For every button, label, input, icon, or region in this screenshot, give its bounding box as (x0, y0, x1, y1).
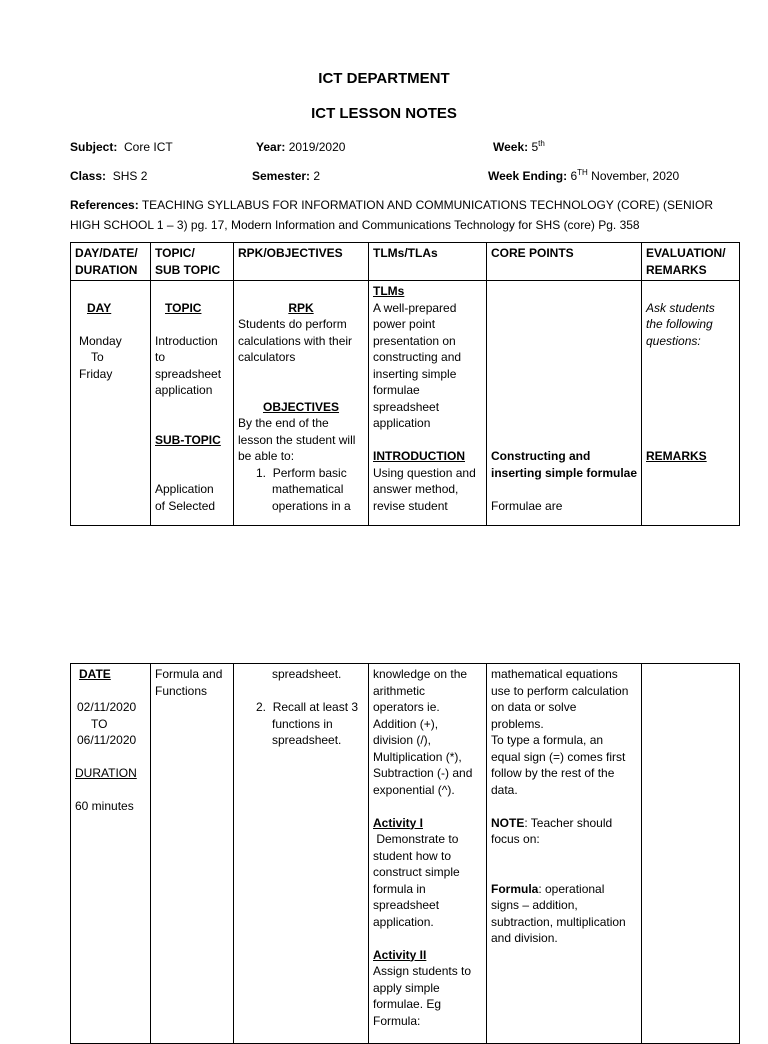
week-ending-field: Week Ending: 6TH November, 2020 (488, 168, 680, 183)
meta-row-class (0, 168, 768, 186)
lesson-notes-title: ICT LESSON NOTES (311, 105, 457, 122)
references-label: References: (70, 198, 139, 212)
references-line1: TEACHING SYLLABUS FOR INFORMATION AND COMMUNICATIONS TECHNOLOGY (CORE) (SENIOR (141, 198, 713, 212)
cell-evaluation: Ask students the following questions: REMARKS (642, 281, 740, 526)
lesson-table-page1 (70, 242, 740, 526)
cell-rpk-objectives: RPK Students do perform calculations with their calculators OBJECTIVES By the end of the lesson the student will be able to: 1. Perform basic mathematical operations in a (234, 281, 369, 526)
cell-day: DAY Monday To Friday (71, 281, 151, 526)
cell-objectives-cont: spreadsheet. 2. Recall at least 3 functions in spreadsheet. (234, 664, 369, 1044)
table-header-row (71, 243, 740, 281)
meta-row-subject (0, 139, 768, 157)
cell-tlas-cont: knowledge on the arithmetic operators ie. Addition (+), division (/), Multiplication (*), Subtraction (-) and exponential (^). Activity I Demonstrate to student how to construct simple formula in spreadsheet application. Activity II Assign students to apply simple formulae. Eg Formula: (369, 664, 487, 1044)
year-field: Year: 2019/2020 (256, 140, 346, 154)
cell-core-points-cont: mathematical equations use to perform calculation on data or solve problems. To type a formula, an equal sign (=) comes first follow by the rest of the data. NOTE: Teacher should focus on: Formula: operational signs – addition, subtraction, multiplication and division. (487, 664, 642, 1044)
header-tlms: TLMs/TLAs (369, 243, 487, 281)
header-topic: TOPIC/ SUB TOPIC (151, 243, 234, 281)
cell-topic: TOPIC Introduction to spreadsheet application SUB-TOPIC Application of Selected (151, 281, 234, 526)
cell-subtopic-cont: Formula and Functions (151, 664, 234, 1044)
header-core-points: CORE POINTS (487, 243, 642, 281)
references-line2: HIGH SCHOOL 1 – 3) pg. 17, Modern Information and Communications Technology for SHS (core) Pg. 358 (70, 218, 640, 232)
table-row (71, 664, 740, 1044)
header-rpk-objectives: RPK/OBJECTIVES (234, 243, 369, 281)
table-row (71, 281, 740, 526)
cell-core-points: Constructing and inserting simple formulae Formulae are (487, 281, 642, 526)
references (70, 195, 713, 235)
lesson-table-page2 (70, 663, 740, 1044)
cell-date-duration: DATE 02/11/2020 TO 06/11/2020 DURATION 60 minutes (71, 664, 151, 1044)
semester-field: Semester: 2 (252, 169, 321, 183)
cell-evaluation-cont (642, 664, 740, 1044)
subject-field: Subject: Core ICT (70, 140, 173, 154)
week-field: Week: 5th (493, 139, 545, 154)
header-day-date-duration: DAY/DATE/ DURATION (71, 243, 151, 281)
department-title: ICT DEPARTMENT (318, 70, 450, 87)
cell-tlms: TLMs A well-prepared power point presentation on constructing and inserting simple formulae spreadsheet application INTRODUCTION Using question and answer method, revise student (369, 281, 487, 526)
class-field: Class: SHS 2 (70, 169, 148, 183)
header-evaluation: EVALUATION/ REMARKS (642, 243, 740, 281)
